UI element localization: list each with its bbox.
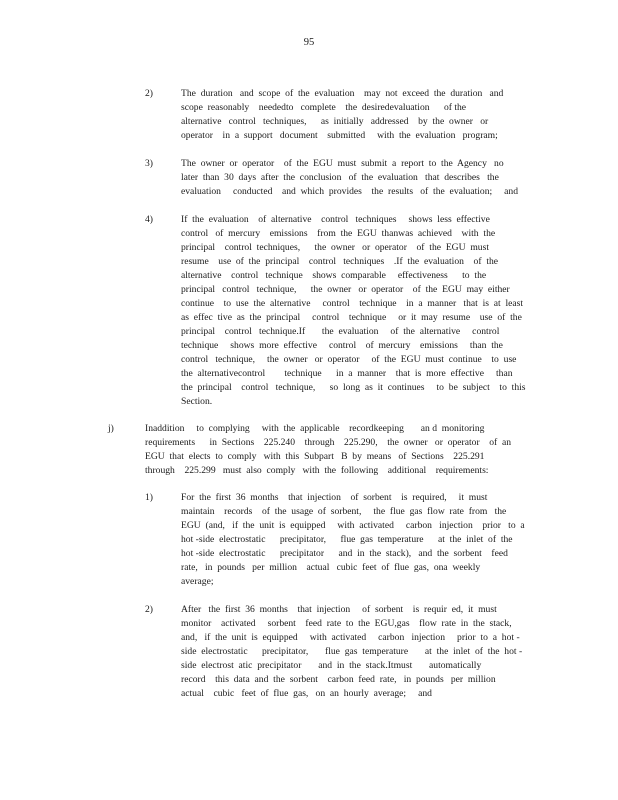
text-line: record this data and the sorbent carbon feed rate, in pounds per million	[181, 674, 496, 685]
text-line: hot -side electrostatic precipitator, flue gas temperature at the inlet of the	[181, 534, 513, 545]
text-line: EGU (and, if the unit is equipped with activated carbon injection prior to a	[181, 520, 525, 531]
text-line: as effec tive as the principal control technique or it may resume use of the	[181, 312, 522, 323]
text-line: The duration and scope of the evaluation may not exceed the duration and	[181, 88, 504, 99]
text-line: EGU that elects to comply with this Subpart B by means of Sections 225.291	[145, 451, 485, 462]
text-line: actual cubic feet of flue gas, on an hourly average; and	[181, 688, 432, 699]
text-line: principal control technique.If the evaluation of the alternative control	[181, 326, 500, 337]
text-line: hot -side electrostatic precipitator and in the stack), and the sorbent feed	[181, 548, 508, 559]
subitem-marker: 4)	[145, 214, 153, 225]
text-line: and, if the unit is equipped with activated carbon injection prior to a hot -	[181, 632, 520, 643]
page-number: 95	[303, 37, 315, 48]
text-line: the alternativecontrol technique in a manner that is more effective than	[181, 368, 513, 379]
text-line: average;	[181, 576, 214, 587]
text-line: The owner or operator of the EGU must submit a report to the Agency no	[181, 158, 504, 169]
subitem-marker: 2)	[145, 604, 153, 615]
text-line: Section.	[181, 396, 213, 407]
text-line: Inaddition to complying with the applicable recordkeeping an d monitoring	[145, 423, 485, 434]
text-line: principal control technique, the owner or operator of the EGU may either	[181, 284, 510, 295]
text-line: side electrost atic precipitator and in the stack.Itmust automatically	[181, 660, 482, 671]
subitem-marker: 1)	[145, 492, 153, 503]
text-line: After the first 36 months that injection of sorbent is requir ed, it must	[181, 604, 497, 615]
text-line: later than 30 days after the conclusion of the evaluation that describes the	[181, 172, 499, 183]
subitem-marker: 2)	[145, 88, 153, 99]
text-line: For the first 36 months that injection of sorbent is required, it must	[181, 492, 488, 503]
text-line: continue to use the alternative control technique in a manner that is at least	[181, 298, 524, 309]
subitem-marker: 3)	[145, 158, 153, 169]
text-line: maintain records of the usage of sorbent, the flue gas flow rate from the	[181, 506, 507, 517]
text-line: operator in a support document submitted with the evaluation program;	[181, 130, 498, 141]
text-line: control technique, the owner or operator of the EGU must continue to use	[181, 354, 517, 365]
text-line: control of mercury emissions from the EGU thanwas achieved with the	[181, 228, 496, 239]
text-line: rate, in pounds per million actual cubic feet of flue gas, ona weekly	[181, 562, 481, 573]
text-line: monitor activated sorbent feed rate to the EGU,gas flow rate in the stack,	[181, 618, 512, 629]
text-line: principal control techniques, the owner or operator of the EGU must	[181, 242, 489, 253]
text-line: the principal control technique, so long as it continues to be subject to this	[181, 382, 526, 393]
text-line: side electrostatic precipitator, flue gas temperature at the inlet of the hot -	[181, 646, 523, 657]
text-line: through 225.299 must also comply with the following additional requirements:	[145, 465, 489, 476]
text-line: requirements in Sections 225.240 through 225.290, the owner or operator of an	[145, 437, 512, 448]
text-line: scope reasonably neededto complete the desiredevaluation of the	[181, 102, 467, 113]
text-line: alternative control technique shows comparable effectiveness to the	[181, 270, 487, 281]
text-line: technique shows more effective control of mercury emissions than the	[181, 340, 503, 351]
text-line: alternative control techniques, as initially addressed by the owner or	[181, 116, 489, 127]
text-line: resume use of the principal control techniques .If the evaluation of the	[181, 256, 499, 267]
text-line: If the evaluation of alternative control techniques shows less effective	[181, 214, 490, 225]
item-marker: j)	[108, 423, 114, 434]
text-line: evaluation conducted and which provides the results of the evaluation; and	[181, 186, 519, 197]
